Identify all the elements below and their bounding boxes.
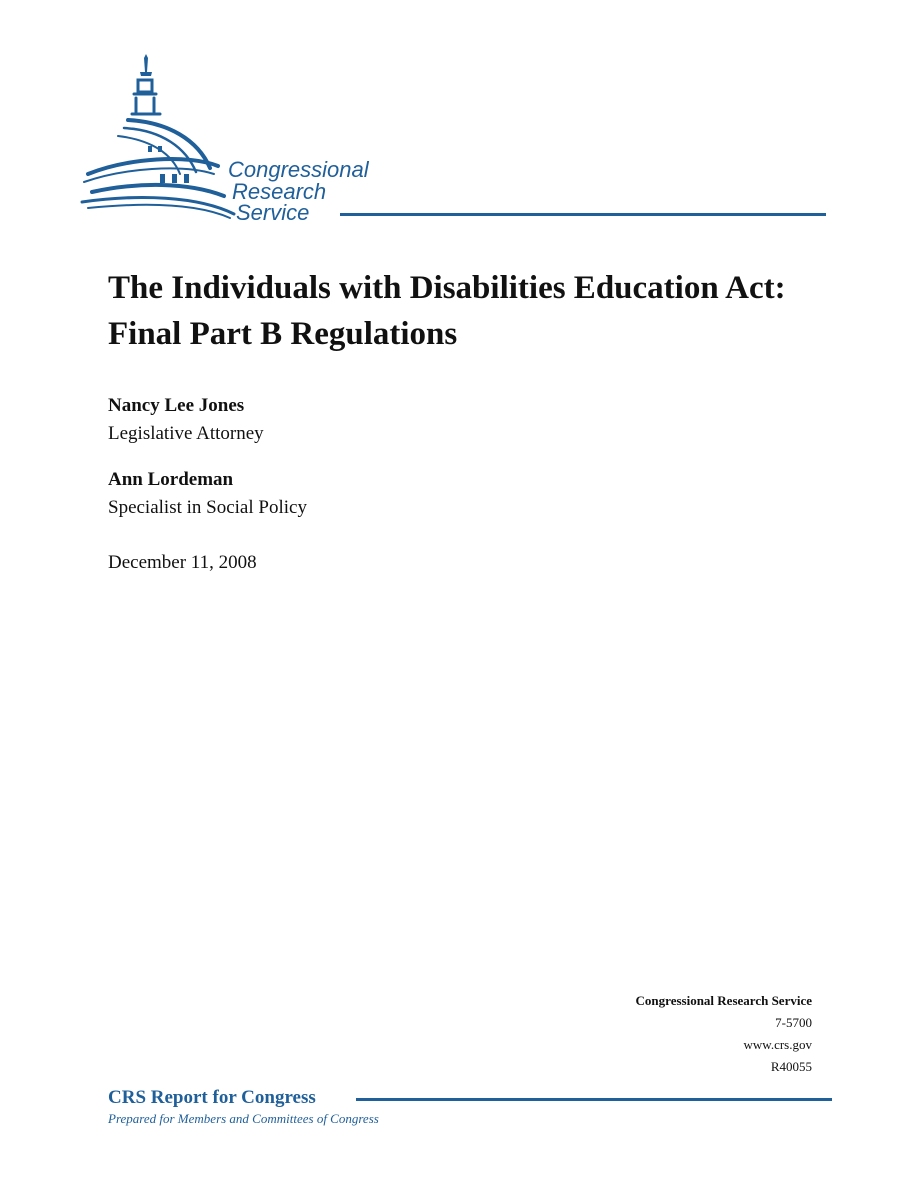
report-date: December 11, 2008 bbox=[108, 552, 257, 573]
logo-line-service: Service bbox=[236, 200, 310, 225]
logo-line-research: Research bbox=[232, 179, 327, 204]
website-link[interactable]: www.crs.gov bbox=[743, 1037, 812, 1052]
logo-line-congressional: Congressional bbox=[228, 157, 369, 182]
crs-report-label: CRS Report for Congress bbox=[108, 1087, 316, 1108]
footer-rule bbox=[356, 1098, 832, 1101]
author-name: Ann Lordeman bbox=[108, 469, 234, 490]
author-role: Legislative Attorney bbox=[108, 423, 264, 444]
prepared-for: Prepared for Members and Committees of Congress bbox=[108, 1111, 379, 1126]
report-number: R40055 bbox=[770, 1059, 812, 1074]
report-code: 7-5700 bbox=[775, 1015, 812, 1030]
report-info bbox=[636, 990, 812, 1078]
author-name: Nancy Lee Jones bbox=[108, 395, 245, 416]
report-title: The Individuals with Disabilities Education Act: Final Part B Regulations bbox=[108, 270, 786, 352]
author-role: Specialist in Social Policy bbox=[108, 497, 307, 518]
org-name: Congressional Research Service bbox=[635, 993, 812, 1008]
logo-rule bbox=[340, 213, 826, 216]
